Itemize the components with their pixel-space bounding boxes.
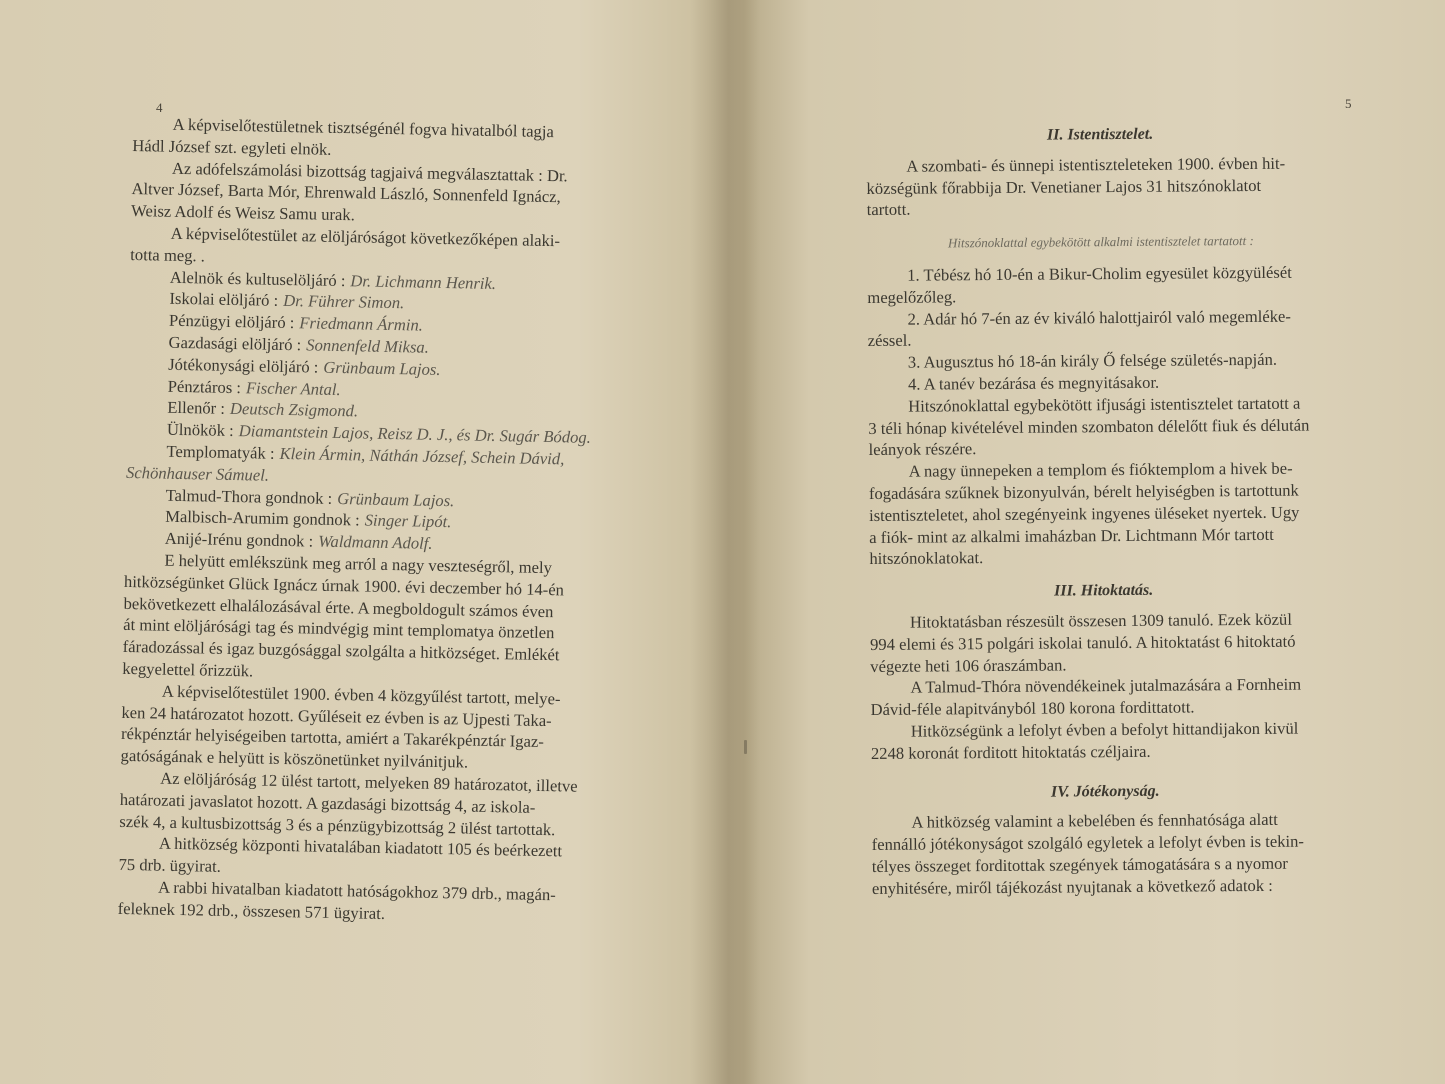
text-line: feleknek 192 drb., összesen 571 ügyirat.	[117, 898, 386, 923]
text-line: E helyütt emlékszünk meg arról a nagy veszteségről, mely	[164, 550, 553, 578]
text-line: Hitoktatásban részesült összesen 1309 tanuló. Ezek közül	[909, 609, 1292, 632]
text-line: télyes összeget forditottak szegények támogatására s a nyomor	[871, 853, 1288, 876]
text-line: Az elöljáróság 12 ülést tartott, melyeken 89 határozatot, illetve	[160, 768, 578, 796]
text-line: kegyelettel őrizzük.	[122, 658, 254, 681]
text-line: 1. Tébész hó 10-én a Bikur-Cholim egyesület közgyülését	[907, 262, 1292, 285]
text-line: fennálló jótékonyságot szolgáló egyletek a lefolyt évben is tekin-	[871, 831, 1304, 855]
officer-role: Templomatyák :	[166, 441, 275, 463]
text-line: istentiszteletet, ahol szegényeink ingyenes üléseket nyertek. Ugy	[868, 502, 1300, 525]
text-line: Az adófelszámolási bizottság tagjaivá megválasztattak : Dr.	[171, 158, 568, 185]
officer-name: Schönhauser Sámuel.	[125, 462, 270, 485]
text-line: 2248 koronát forditott hitoktatás czéljaira.	[870, 741, 1151, 763]
text-line: A Talmud-Thóra növendékeinek jutalmazására a Fornheim	[910, 674, 1302, 697]
text-line: A hitközség központi hivatalában kiadatott 105 és beérkezett	[158, 833, 563, 861]
officer-name: Grünbaum Lajos.	[337, 488, 455, 510]
officer-name: Singer Lipót.	[364, 510, 452, 532]
officer-role: Pénztáros :	[167, 376, 242, 397]
section-subheading: Hitszónoklattal egybekötött alkalmi istentisztelet tartatott :	[947, 233, 1254, 251]
text-line: zéssel.	[867, 331, 912, 351]
text-line: 3. Augusztus hó 18-án király Ő felsége születés-napján.	[907, 349, 1278, 372]
text-line: határozati javaslatot hozott. A gazdasági bizottság 4, az iskola-	[119, 789, 536, 817]
left-text-block	[118, 113, 655, 929]
text-line: A szombati- és ünnepi istentiszteleteken 1900. évben hit-	[906, 153, 1286, 176]
officer-name: Waldmann Adolf.	[318, 531, 433, 553]
text-line: Dávid-féle alapitványból 180 korona fordittatott.	[870, 697, 1195, 720]
text-line: át mint elöljárósági tag és mindvégig mint templomatya önzetlen	[122, 615, 555, 643]
text-line: 4. A tanév bezárása és megnyitásakor.	[907, 372, 1160, 394]
officer-name: Friedmann Ármin.	[299, 313, 424, 335]
text-line: 75 drb. ügyirat.	[118, 854, 222, 876]
text-line: hitszónoklatokat.	[869, 548, 984, 569]
text-line: A hitközség valamint a kebelében és fennhatósága alatt	[911, 810, 1278, 832]
officer-name: Deutsch Zsigmond.	[229, 399, 359, 421]
text-line: A képviselőtestület az elöljáróságot következőképen alaki-	[170, 223, 561, 251]
officer-role: Anijé-Irénu gondnok :	[164, 528, 314, 551]
text-line: Altver József, Barta Mór, Ehrenwald László, Sonnenfeld Ignácz,	[131, 179, 561, 207]
text-line: fogadására szűknek bizonyulván, bérelt helyiségben is tartottunk	[868, 480, 1299, 503]
section-heading: IV. Jótékonyság.	[1050, 782, 1160, 801]
right-page	[750, 0, 1445, 1084]
left-page	[0, 0, 700, 1084]
officer-name: Fischer Antal.	[245, 377, 341, 399]
text-line: totta meg. .	[130, 244, 206, 266]
ink-mark	[744, 740, 747, 754]
text-line: Hádl József szt. egyleti elnök.	[132, 135, 332, 159]
officer-role: Ellenőr :	[167, 398, 226, 419]
text-line: Hitközségünk a lefolyt évben a befolyt hittandijakon kivül	[910, 718, 1299, 741]
text-line: A rabbi hivatalban kiadatott hatóságokhoz 379 drb., magán-	[157, 877, 556, 905]
text-line: Hitszónoklattal egybekötött ifjusági istentisztelet tartatott a	[908, 393, 1301, 416]
text-line: 994 elemi és 315 polgári iskolai tanuló. A hitoktatást 6 hitoktató	[870, 631, 1296, 654]
text-line: hitközségünket Glück Ignácz úrnak 1900. évi deczember hó 14-én	[123, 571, 565, 600]
officer-name: Diamantstein Lajos, Reisz D. J., és Dr. Sugár Bódog.	[238, 421, 592, 448]
officer-role: Talmud-Thora gondnok :	[165, 485, 333, 508]
text-line: gatóságának e helyütt is köszönetünket nyilvánitjuk.	[120, 745, 469, 772]
officer-role: Malbisch-Arumim gondnok :	[165, 507, 360, 530]
officer-role: Pénzügyi elöljáró :	[168, 310, 295, 333]
text-line: leányok részére.	[868, 439, 977, 460]
right-text-block	[866, 120, 1340, 899]
text-line: rékpénztár helyiségeiben tartotta, amiért a Takarékpénztár Igaz-	[120, 724, 545, 752]
text-line: A képviselőtestületnek tisztségénél fogva hivatalból tagja	[172, 114, 554, 142]
text-line: 3 téli hónap kivételével minden szombaton délelőtt fiuk és délután	[868, 415, 1310, 438]
officer-role: Jótékonysági elöljáró :	[168, 354, 319, 377]
section-heading: II. Istentisztelet.	[1046, 125, 1154, 144]
page-number-right: 5	[1345, 96, 1352, 111]
officer-role: Iskolai elöljáró :	[169, 289, 279, 311]
section-heading: III. Hitoktatás.	[1054, 581, 1154, 600]
text-line: szék 4, a kultusbizottság 3 és a pénzügybizottság 2 ülést tartottak.	[119, 811, 556, 839]
text-line: tartott.	[866, 200, 911, 220]
text-line: fáradozással és igaz buzgósággal szolgálta a hitközséget. Emlékét	[122, 637, 560, 665]
text-line: megelőzőleg.	[867, 287, 957, 307]
officer-name: Klein Ármin, Náthán József, Schein Dávid,	[279, 443, 565, 469]
text-line: a fiók- mint az alkalmi imaházban Dr. Lichtmann Mór tartott	[869, 524, 1274, 547]
text-line: bekövetkezett elhalálozásával érte. A megboldogult számos éven	[123, 593, 554, 621]
officer-name: Sonnenfeld Miksa.	[306, 335, 430, 357]
officer-name: Dr. Führer Simon.	[283, 291, 405, 313]
officer-role: Gazdasági elöljáró :	[168, 332, 302, 355]
text-line: 2. Adár hó 7-én az év kiváló halottjairól való megemléke-	[907, 306, 1291, 329]
text-line: Weisz Adolf és Weisz Samu urak.	[130, 201, 356, 225]
text-line: községünk főrabbija Dr. Venetianer Lajos 31 hitszónoklatot	[866, 175, 1262, 198]
text-line: végezte heti 106 óraszámban.	[870, 654, 1067, 676]
officer-name: Grünbaum Lajos.	[323, 357, 441, 379]
text-line: ken 24 határozatot hozott. Gyűléseit ez évben is az Ujpesti Taka-	[121, 702, 552, 730]
text-line: enyhitésére, miről tájékozást nyujtanak a következő adatok :	[871, 875, 1273, 898]
officer-role: Alelnök és kultuselöljáró :	[169, 267, 346, 290]
text-line: A képviselőtestület 1900. évben 4 közgyűlést tartott, melye-	[161, 681, 561, 709]
officer-name: Dr. Lichmann Henrik.	[350, 270, 497, 293]
text-line: A nagy ünnepeken a templom és fióktemplom a hivek be-	[908, 458, 1293, 481]
page-number-left: 4	[156, 100, 163, 115]
officer-role: Ülnökök :	[166, 419, 234, 441]
